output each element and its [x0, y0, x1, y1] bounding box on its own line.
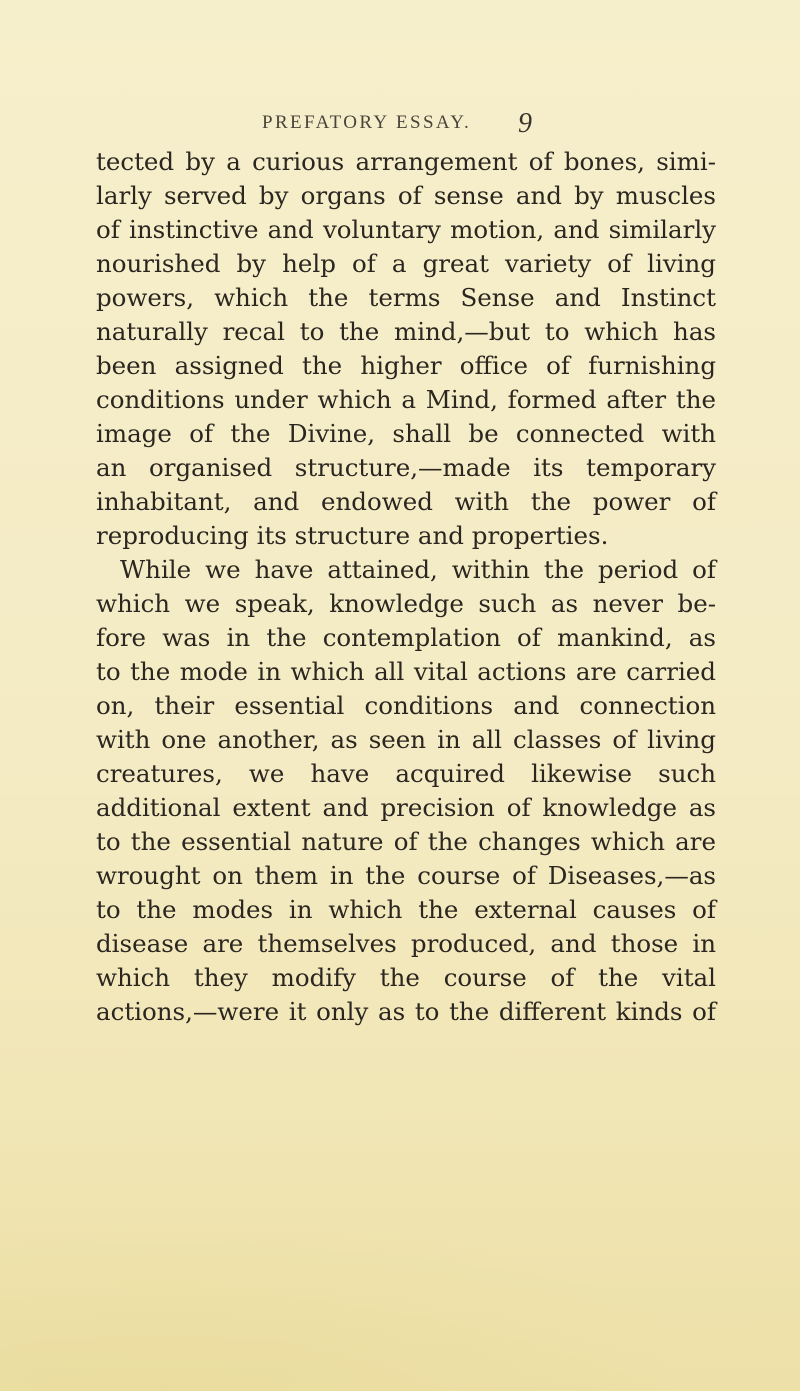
text-line: image of the Divine, shall be connected with: [96, 419, 716, 448]
text-line: additional extent and precision of knowledge as: [96, 793, 716, 822]
text-line: of instinctive and voluntary motion, and similarly: [96, 215, 716, 244]
text-line: to the mode in which all vital actions are carried: [96, 657, 716, 686]
text-line: which we speak, knowledge such as never be-: [96, 589, 716, 618]
text-line: conditions under which a Mind, formed after the: [96, 385, 716, 414]
text-line: naturally recal to the mind,—but to which has: [96, 317, 716, 346]
page-number: 9: [518, 108, 532, 139]
text-line: to the essential nature of the changes which are: [96, 827, 716, 856]
text-line: fore was in the contemplation of mankind, as: [96, 623, 716, 652]
text-line: creatures, we have acquired likewise such: [96, 759, 716, 788]
paper-stain: [0, 1180, 800, 1391]
text-line: nourished by help of a great variety of living: [96, 249, 716, 278]
running-title: PREFATORY ESSAY.: [262, 112, 472, 133]
text-line: inhabitant, and endowed with the power of: [96, 487, 716, 516]
text-line: larly served by organs of sense and by muscles: [96, 181, 716, 210]
text-line: on, their essential conditions and connection: [96, 691, 716, 720]
text-line: to the modes in which the external causes of: [96, 895, 716, 924]
text-line: tected by a curious arrangement of bones, simi-: [96, 147, 716, 176]
text-line: been assigned the higher office of furnishing: [96, 351, 716, 380]
text-line: reproducing its structure and properties.: [96, 521, 609, 550]
text-line: wrought on them in the course of Diseases,—as: [96, 861, 716, 890]
text-line: actions,—were it only as to the different kinds of: [96, 997, 716, 1026]
body-text: [96, 145, 716, 1029]
text-line: powers, which the terms Sense and Instinct: [96, 283, 716, 312]
text-line: which they modify the course of the vital: [96, 963, 716, 992]
text-line: an organised structure,—made its temporary: [96, 453, 716, 482]
text-line: While we have attained, within the period of: [120, 555, 716, 584]
running-head: [0, 108, 800, 138]
text-line: disease are themselves produced, and those in: [96, 929, 716, 958]
text-line: with one another, as seen in all classes of living: [96, 725, 716, 754]
